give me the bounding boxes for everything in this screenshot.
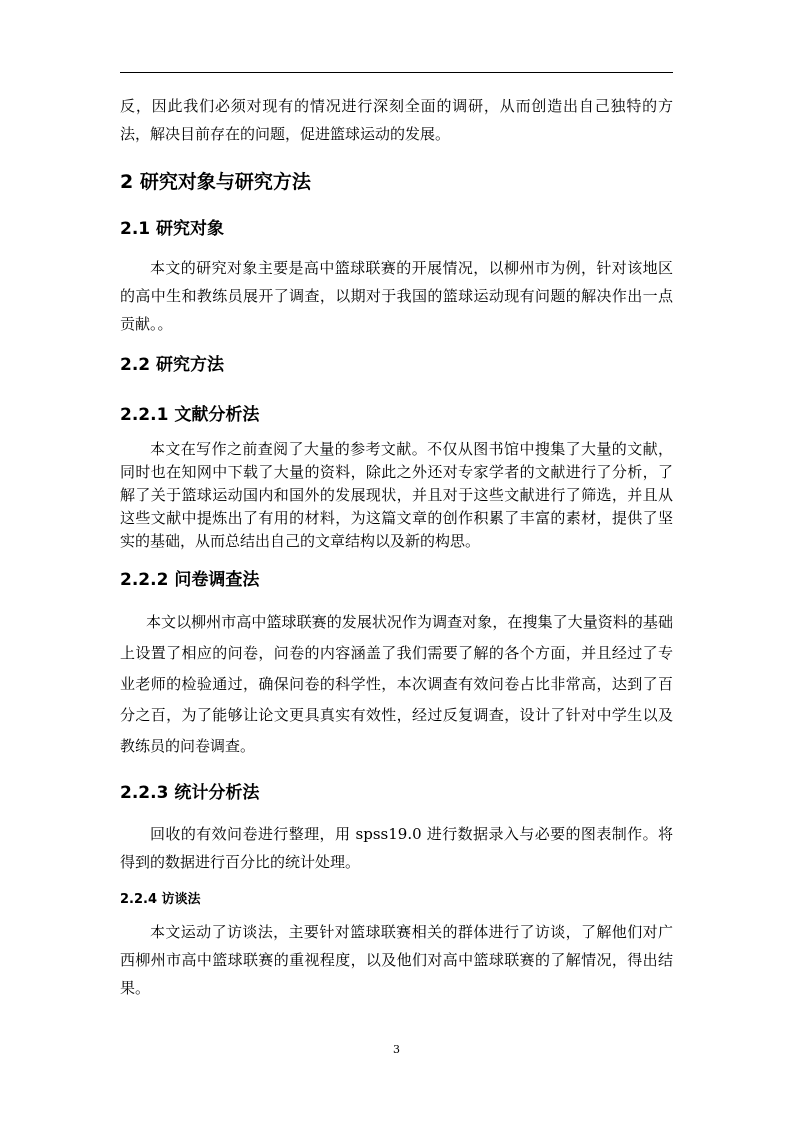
section-2-2-4-heading: 2.2.4 访谈法 [120,892,201,907]
section-2-heading: 2 研究对象与研究方法 [120,171,311,193]
section-2-2-3-heading: 2.2.3 统计分析法 [120,783,260,803]
section-2-2-heading: 2.2 研究方法 [120,355,225,375]
section-2-2-1-heading: 2.2.1 文献分析法 [120,405,260,425]
page-number: 3 [393,1043,400,1056]
section-2-1-heading: 2.1 研究对象 [120,219,225,239]
intro-paragraph: 反，因此我们必须对现有的情况进行深刻全面的调研，从而创造出自己独特的方法，解决目前存在的问题，促进篮球运动的发展。 [120,97,673,143]
section-2-1-body: 本文的研究对象主要是高中篮球联赛的开展情况，以柳州市为例，针对该地区的高中生和教练员展开了调查，以期对于我国的篮球运动现有问题的解决作出一点贡献。。 [120,259,673,333]
document-body [120,92,673,1002]
header-rule [120,72,673,73]
section-2-2-2-body: 本文以柳州市高中篮球联赛的发展状况作为调查对象，在搜集了大量资料的基础上设置了相应的问卷，问卷的内容涵盖了我们需要了解的各个方面，并且经过了专业老师的检验通过，确保问卷的科学性，本次调查有效问卷占比非常高，达到了百分之百，为了能够让论文更具真实有效性，经过反复调查，设计了针对中学生以及教练员的问卷调查。 [120,613,673,755]
section-2-2-3-body: 回收的有效问卷进行整理，用 spss19.0 进行数据录入与必要的图表制作。将得到的数据进行百分比的统计处理。 [120,825,673,871]
section-2-2-1-body: 本文在写作之前查阅了大量的参考文献。不仅从图书馆中搜集了大量的文献，同时也在知网中下载了大量的资料，除此之外还对专家学者的文献进行了分析，了解了关于篮球运动国内和国外的发展现状，并且对于这些文献进行了筛选，并且从这些文献中提炼出了有用的材料，为这篇文章的创作积累了丰富的素材，提供了坚实的基础，从而总结出自己的文章结构以及新的构思。 [120,440,673,550]
section-2-2-2-heading: 2.2.2 问卷调查法 [120,570,260,590]
section-2-2-4-body: 本文运动了访谈法，主要针对篮球联赛相关的群体进行了访谈，了解他们对广西柳州市高中篮球联赛的重视程度，以及他们对高中篮球联赛的了解情况，得出结果。 [120,923,673,997]
